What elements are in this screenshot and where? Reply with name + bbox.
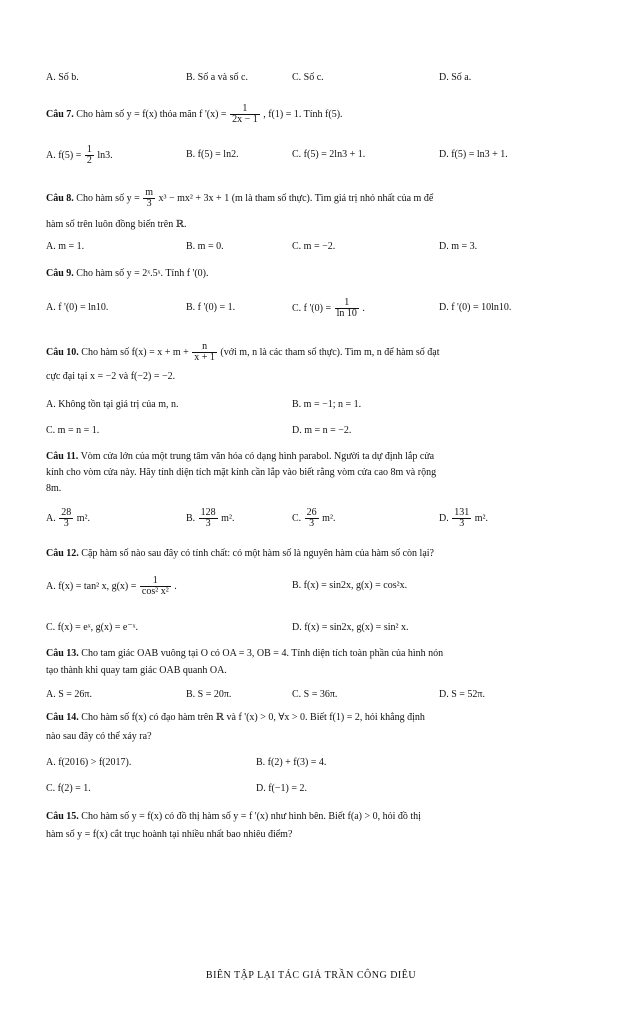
question-11-options	[46, 508, 586, 530]
question-text: Cặp hàm số nào sau đây có tính chất: có một hàm số là nguyên hàm của hàm số còn lại?	[81, 548, 434, 559]
option-d: D. f(x) = sin2x, g(x) = sin² x.	[292, 622, 409, 633]
option-a: A. f(x) = tan² x, g(x) = $\frac{1}{\text{cos² x²}}$ .	[46, 575, 177, 597]
question-text: Cho hàm số f(x) = x + m +	[81, 346, 189, 358]
question-text: Cho hàm số y =	[76, 192, 140, 204]
option-b: B. S = 20π.	[186, 689, 232, 700]
option-c: C. $\frac{26}{3}$ m².	[292, 507, 336, 529]
option-a: A. f(5) = $\frac{1}{2}$ ln3.	[46, 144, 113, 166]
question-text-suffix: (với m, n là các tham số thực). Tìm m, n để hàm số đạt	[220, 346, 440, 358]
option-b: B. Số a và số c.	[186, 72, 248, 83]
option-c: C. S = 36π.	[292, 689, 338, 700]
question-10-line-2: cực đại tại x = −2 và f(−2) = −2.	[46, 371, 176, 382]
question-14-options-row-1	[46, 753, 586, 775]
page-footer: BIÊN TẬP LẠI TÁC GIẢ TRẦN CÔNG DIÊU	[205, 970, 417, 981]
question-10-options-row-2	[46, 421, 586, 443]
question-text: Cho hàm số y = f(x) có đồ thị hàm số y = f '(x) như hình bên. Biết f(a) > 0, hỏi đồ thị	[81, 811, 421, 822]
option-c: C. f '(0) = $\frac{1}{\ln 10}$ .	[292, 297, 365, 319]
question-8-options	[46, 237, 586, 259]
option-d: D. f '(0) = 10ln10.	[439, 302, 512, 313]
question-14-options-row-2	[46, 779, 586, 801]
question-11-line-2: kính cho vòm cửa này. Hãy tính diện tích mặt kính cần lắp vào biết rằng vòm cửa cao 8m và rộng	[46, 467, 437, 478]
question-9	[46, 267, 209, 281]
question-text: Cho hàm số f(x) có đạo hàm trên ℝ và f '(x) > 0, ∀x > 0. Biết f(1) = 2, hỏi khẳng định	[81, 712, 425, 723]
option-d: D. f(5) = ln3 + 1.	[439, 149, 508, 160]
question-12	[46, 547, 434, 561]
option-a: A. f '(0) = ln10.	[46, 302, 109, 313]
top-options	[46, 68, 586, 90]
fraction: $\frac{m}{3}$	[145, 187, 153, 209]
option-c: C. Số c.	[292, 72, 324, 83]
question-label: Câu 14.	[46, 712, 79, 723]
option-b: B. f(x) = sin2x, g(x) = cos²x.	[292, 580, 408, 591]
question-text: Cho tam giác OAB vuông tại O có OA = 3, OB = 4. Tính diện tích toàn phần của hình nón	[81, 648, 444, 659]
question-label: Câu 13.	[46, 648, 79, 659]
option-d: D. m = n = −2.	[292, 425, 352, 436]
question-12-options-row-2	[46, 618, 586, 640]
question-15-line-2: hàm số y = f(x) cắt trục hoành tại nhiều nhất bao nhiêu điểm?	[46, 829, 293, 840]
option-c: C. f(2) = 1.	[46, 783, 91, 794]
question-14-line-2: nào sau đây có thể xảy ra?	[46, 731, 152, 742]
question-12-options-row-1	[46, 576, 586, 598]
question-text: Cho hàm số y = 2ˣ.5ˣ. Tính f '(0).	[76, 268, 209, 279]
option-b: B. f(2) + f(3) = 4.	[256, 757, 327, 768]
question-label: Câu 7.	[46, 108, 74, 120]
question-13	[46, 647, 443, 661]
fraction: $\frac{1}{2x - 1}$	[232, 103, 258, 125]
question-11-line-3: 8m.	[46, 483, 62, 494]
option-a: A. m = 1.	[46, 241, 85, 252]
option-b: B. m = 0.	[186, 241, 224, 252]
question-text-suffix: , f(1) = 1. Tính f(5).	[263, 108, 343, 120]
question-7	[46, 104, 343, 125]
question-label: Câu 11.	[46, 451, 79, 462]
option-a: A. Số b.	[46, 72, 79, 83]
question-8	[46, 188, 433, 209]
question-label: Câu 12.	[46, 548, 79, 559]
question-7-options	[46, 145, 586, 167]
option-b: B. f '(0) = 1.	[186, 302, 236, 313]
fraction: $\frac{n}{x + 1}$	[194, 341, 215, 363]
question-14	[46, 711, 425, 725]
question-text: Cho hàm số y = f(x) thỏa mãn f '(x) =	[76, 108, 227, 120]
question-label: Câu 8.	[46, 192, 74, 204]
question-label: Câu 10.	[46, 346, 79, 358]
question-8-line-2: hàm số trên luôn đồng biến trên ℝ.	[46, 219, 187, 230]
option-d: D. m = 3.	[439, 241, 478, 252]
option-b: B. m = −1; n = 1.	[292, 399, 362, 410]
question-9-options	[46, 298, 586, 320]
option-c: C. m = n = 1.	[46, 425, 100, 436]
option-a: A. S = 26π.	[46, 689, 92, 700]
option-b: B. f(5) = ln2.	[186, 149, 239, 160]
option-b: B. $\frac{128}{3}$ m².	[186, 507, 235, 529]
question-13-line-2: tạo thành khi quay tam giác OAB quanh OA.	[46, 665, 227, 676]
option-d: D. $\frac{131}{3}$ m².	[439, 507, 489, 529]
question-text: Vòm cửa lớn của một trung tâm văn hóa có dạng hình parabol. Người ta dự định lắp cửa	[80, 451, 435, 462]
question-10-options-row-1	[46, 395, 586, 417]
option-a: A. $\frac{28}{3}$ m².	[46, 507, 91, 529]
question-11	[46, 450, 434, 464]
option-d: D. S = 52π.	[439, 689, 485, 700]
question-10	[46, 342, 440, 363]
question-label: Câu 15.	[46, 811, 79, 822]
option-a: A. Không tồn tại giá trị của m, n.	[46, 399, 179, 410]
option-d: D. f(−1) = 2.	[256, 783, 307, 794]
option-d: D. Số a.	[439, 72, 472, 83]
option-c: C. f(5) = 2ln3 + 1.	[292, 149, 366, 160]
option-c: C. f(x) = eˣ, g(x) = e⁻ˣ.	[46, 622, 139, 633]
question-15	[46, 810, 421, 824]
question-13-options	[46, 685, 586, 707]
option-a: A. f(2016) > f(2017).	[46, 757, 132, 768]
question-text-suffix: x³ − mx² + 3x + 1 (m là tham số thực). Tìm giá trị nhỏ nhất của m để	[158, 192, 434, 204]
option-c: C. m = −2.	[292, 241, 336, 252]
question-label: Câu 9.	[46, 268, 74, 279]
